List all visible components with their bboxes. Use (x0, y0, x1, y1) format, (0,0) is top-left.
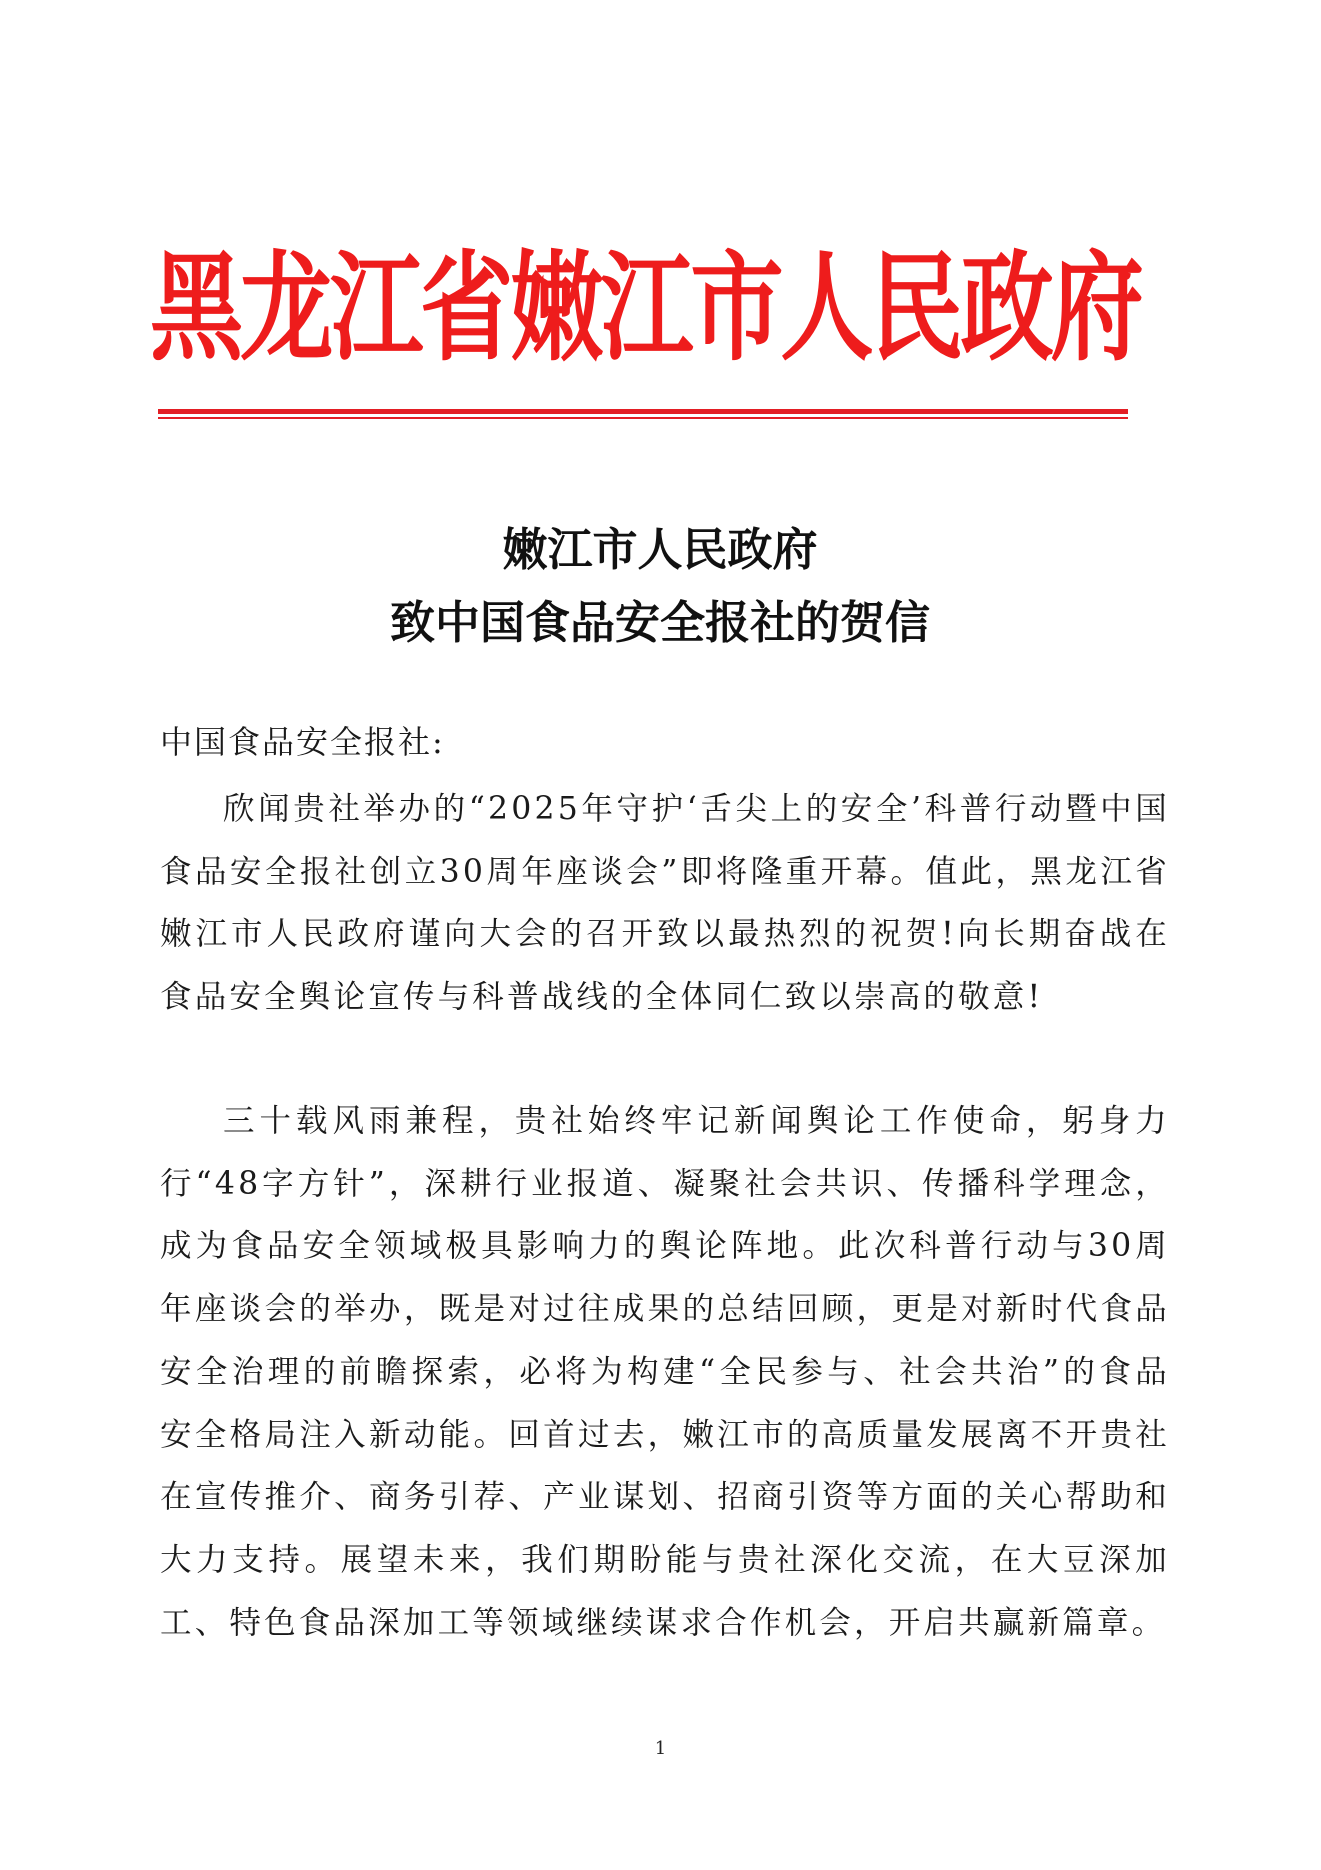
salutation: 中国食品安全报社: (160, 723, 445, 761)
letterhead-title: 黑龙江省嫩江市人民政府 (150, 239, 1141, 377)
body-paragraph-2: 三十载风雨兼程，贵社始终牢记新闻舆论工作使命，躬身力行“48字方针”，深耕行业报道、凝聚社会共识、传播科学理念，成为食品安全领域极具影响力的舆论阵地。此次科普行动与30周年座谈会的举办，既是对过往成果的总结回顾，更是对新时代食品安全治理的前瞻探索，必将为构建“全民参与、社会共治”的食品安全格局注入新动能。回首过去，嫩江市的高质量发展离不开贵社在宣传推介、商务引荐、产业谋划、招商引资等方面的关心帮助和大力支持。展望未来，我们期盼能与贵社深化交流，在大豆深加工、特色食品深加工等领域继续谋求合作机会，开启共赢新篇章。 (160, 1103, 1170, 1641)
letterhead-divider-thin (158, 417, 1128, 419)
document-title-line-1: 嫩江市人民政府 (502, 523, 818, 576)
body-paragraph-1: 欣闻贵社举办的“2025年守护‘舌尖上的安全’科普行动暨中国食品安全报社创立30周年座谈会”即将隆重开幕。值此，黑龙江省嫩江市人民政府谨向大会的召开致以最热烈的祝贺!向长期奋战在食品安全舆论宣传与科普战线的全体同仁致以崇高的敬意! (160, 791, 1170, 1016)
document-title-line-2: 致中国食品安全报社的贺信 (389, 596, 930, 649)
page-number: 1 (654, 1738, 667, 1759)
letterhead-divider-thick (158, 409, 1128, 414)
